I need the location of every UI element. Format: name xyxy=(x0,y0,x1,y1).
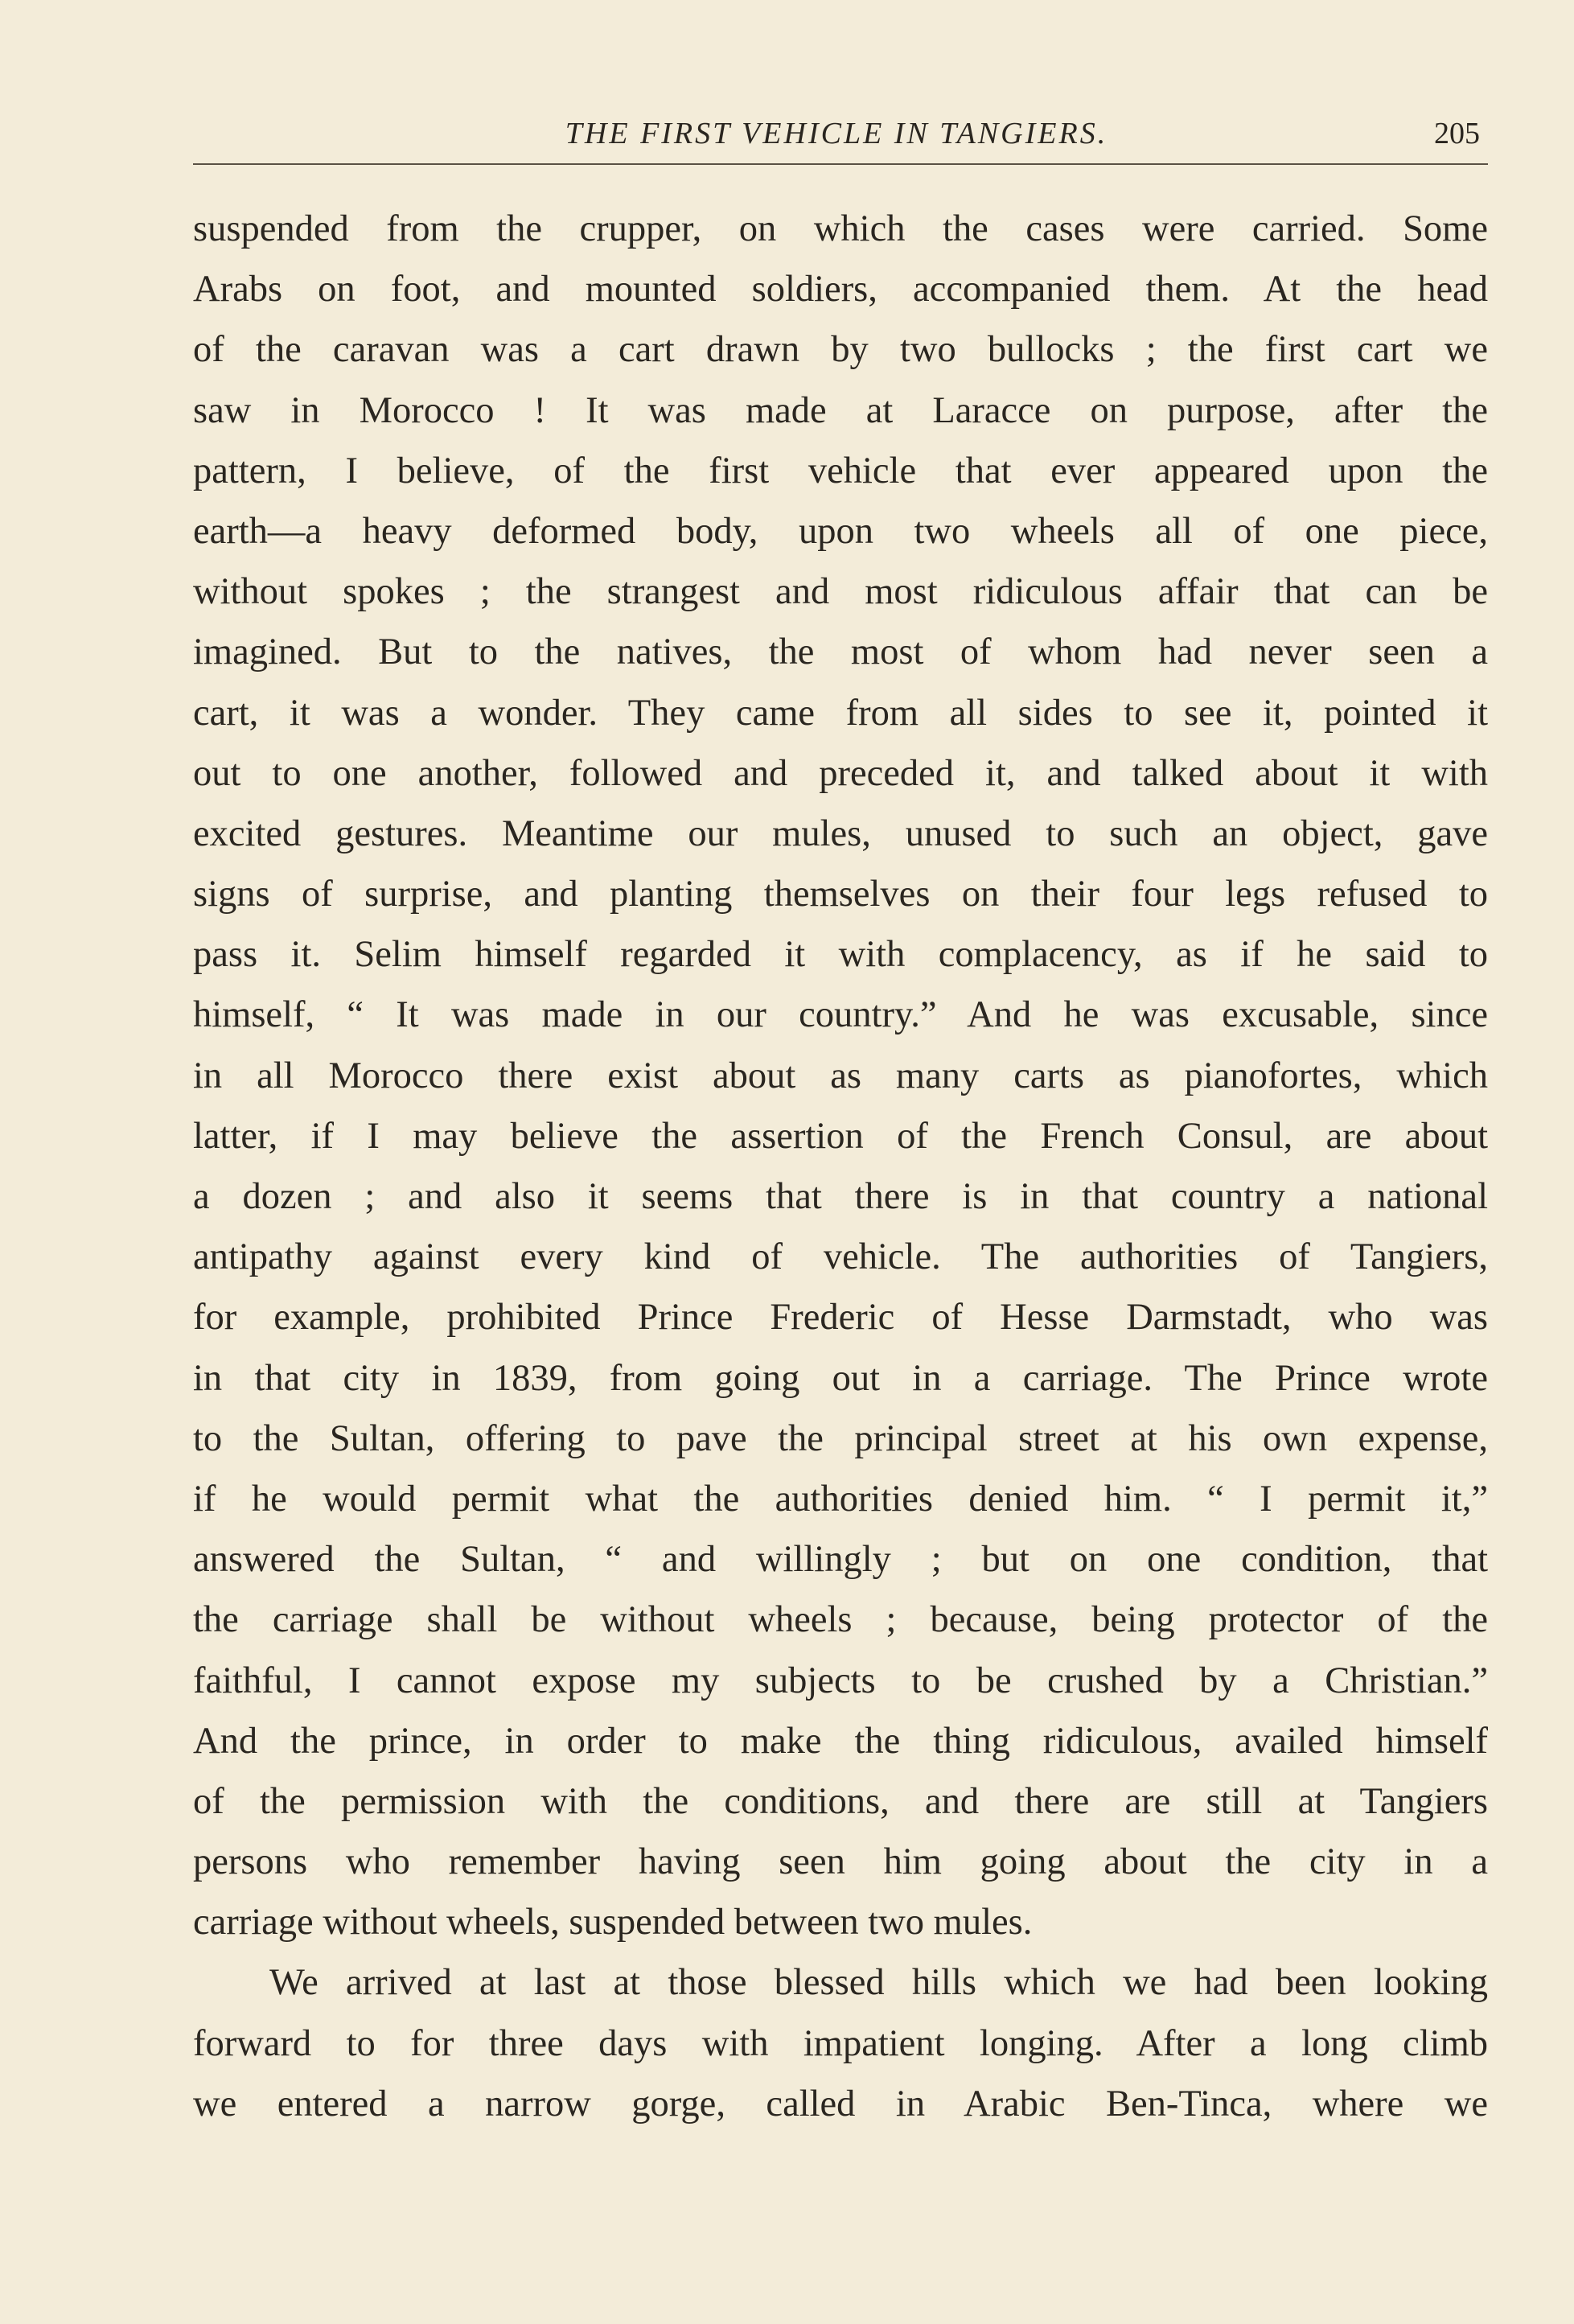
text-line: out to one another, followed and preceded it, and talked about it with xyxy=(193,752,1488,794)
text-line: cart, it was a wonder. They came from all sides to see it, pointed it xyxy=(193,692,1488,734)
text-line: in that city in 1839, from going out in a carriage. The Prince wrote xyxy=(193,1357,1488,1399)
running-head xyxy=(193,111,1480,159)
text-line: the carriage shall be without wheels ; because, being protector of the xyxy=(193,1599,1488,1641)
text-line: antipathy against every kind of vehicle. The authorities of Tangiers, xyxy=(193,1236,1488,1278)
header-rule xyxy=(193,163,1488,165)
text-line: without spokes ; the strangest and most ridiculous affair that can be xyxy=(193,571,1488,613)
text-line: saw in Morocco ! It was made at Laracce on purpose, after the xyxy=(193,389,1488,431)
text-line: of the caravan was a cart drawn by two bullocks ; the first cart we xyxy=(193,329,1488,371)
text-line: And the prince, in order to make the thing ridiculous, availed himself xyxy=(193,1720,1488,1762)
text-line: we entered a narrow gorge, called in Arabic Ben-Tinca, where we xyxy=(193,2083,1488,2125)
text-line: persons who remember having seen him going about the city in a xyxy=(193,1841,1488,1883)
text-line: earth—a heavy deformed body, upon two wheels all of one piece, xyxy=(193,510,1488,552)
text-line: to the Sultan, offering to pave the principal street at his own expense, xyxy=(193,1417,1488,1459)
text-line: if he would permit what the authorities denied him. “ I permit it,” xyxy=(193,1478,1488,1520)
text-line: imagined. But to the natives, the most of whom had never seen a xyxy=(193,631,1488,673)
text-line: himself, “ It was made in our country.” And he was excusable, since xyxy=(193,994,1488,1036)
text-line: suspended from the crupper, on which the cases were carried. Some xyxy=(193,208,1488,249)
text-line: for example, prohibited Prince Frederic of Hesse Darmstadt, who was xyxy=(193,1297,1488,1339)
text-line: a dozen ; and also it seems that there is in that country a national xyxy=(193,1176,1488,1217)
text-line: We arrived at last at those blessed hills which we had been looking xyxy=(269,1962,1488,2004)
text-line: of the permission with the conditions, and there are still at Tangiers xyxy=(193,1780,1488,1822)
text-line: answered the Sultan, “ and willingly ; but on one condition, that xyxy=(193,1539,1488,1581)
text-line: signs of surprise, and planting themselves on their four legs refused to xyxy=(193,874,1488,915)
text-line: Arabs on foot, and mounted soldiers, accompanied them. At the head xyxy=(193,269,1488,311)
text-line: in all Morocco there exist about as many carts as pianofortes, which xyxy=(193,1055,1488,1096)
text-line: latter, if I may believe the assertion of the French Consul, are about xyxy=(193,1115,1488,1157)
text-line: faithful, I cannot expose my subjects to be crushed by a Christian.” xyxy=(193,1660,1488,1701)
text-line: pass it. Selim himself regarded it with complacency, as if he said to xyxy=(193,934,1488,976)
page-number: 205 xyxy=(1434,117,1480,150)
text-line: carriage without wheels, suspended between two mules. xyxy=(193,1902,1033,1944)
text-line: forward to for three days with impatient longing. After a long climb xyxy=(193,2022,1488,2064)
text-line: excited gestures. Meantime our mules, unused to such an object, gave xyxy=(193,812,1488,854)
text-line: pattern, I believe, of the first vehicle that ever appeared upon the xyxy=(193,450,1488,492)
body-text xyxy=(193,199,1488,2134)
running-title: THE FIRST VEHICLE IN TANGIERS. xyxy=(565,117,1108,150)
